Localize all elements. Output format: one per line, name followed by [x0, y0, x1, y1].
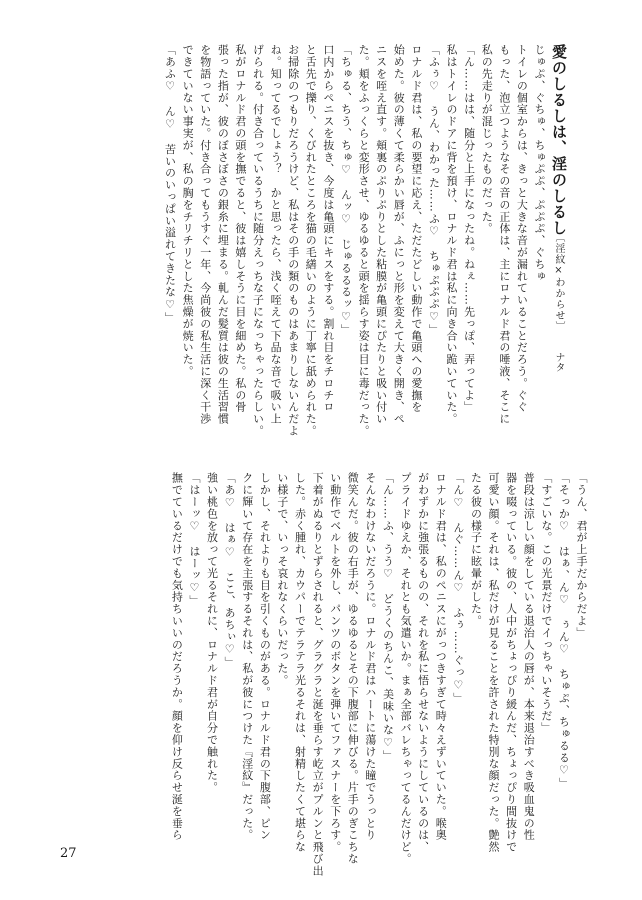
text-line: 「すごいな。この光景だけでイっちゃいそうだ」	[539, 472, 553, 734]
text-line: 私がロナルド君の頭を撫でると、彼は嬉しそうに目を細めた。私の骨	[233, 44, 247, 413]
text-line: 私はトイレのドアに背を預け、ロナルド君は私に向き合い跪いていた。	[445, 44, 459, 425]
text-line: 下着がぬるりとずらされると、グラグラと涎を垂らす屹立がプルンと飛び出	[311, 472, 325, 877]
text-line: 強い桃色を放って光るそれに、ロナルド君が自分で触れた。	[205, 472, 219, 794]
text-line: 「ん……ふ、うう♡ どうくのちんこ、美味いな♡」	[381, 472, 395, 762]
text-line: ロナルド君は、私のペニスにがっつきすぎて時々えずいていた。喉奥	[434, 472, 448, 841]
text-line: たる彼の様子に眩暈がした。	[469, 472, 483, 627]
text-line: お掃除のつもりだろうけど、私はその手の類のものはあまりしないんだよ	[286, 44, 300, 437]
page-number: 27	[60, 846, 77, 861]
text-line: 「はーッ♡ はーッ♡」	[187, 472, 201, 607]
text-line: トイレの個室からは、きっと大きな音が漏れていることだろう。ぐぐ	[515, 44, 529, 413]
text-line: 器を啜っている。彼の、人中がちょっぴり緩んだ、ちょっぴり間抜けで	[504, 472, 518, 853]
text-line: い様子で、いっそ哀れなくらいだった。	[275, 472, 289, 687]
text-line: を物語っていた。付き合ってもうすぐ一年、今尚彼の私生活に深く干渉	[198, 44, 212, 425]
text-line: 普段は涼しい顔をしている退治人の唇が、本来退治すべき吸血鬼の性	[522, 472, 536, 841]
text-line: ロナルド君は、私の要望に応え、ただたどしい動作で亀頭への愛撫を	[409, 44, 423, 413]
text-line: 「ふぅ♡ うん、わかった……ふ♡ ちゅぷぷぷ♡」	[427, 44, 441, 336]
text-line: た。頬をふっくらと変形させ、ゆるゆると頭を揺らす姿は目に毒だった。	[357, 44, 371, 437]
text-line: い動作でベルトを外し、パンツのボタンを弾いてファスナーを下ろす。	[328, 472, 342, 853]
text-line: じゅぷ、ぐちゅ、ちゅぷぷ、ぷぷぷ、ぐちゅ	[533, 44, 546, 282]
text-line: プライドゆえか、それとも気遣いか。まぁ全部バレちゃってるんだけど。	[399, 472, 413, 865]
text-line: 撫でているだけでも気持ちいいのだろうか。顔を仰け反らせ涎を垂ら	[170, 472, 184, 841]
text-line: 始めた。彼の薄くて柔らかい唇が、ふにっと形を変えて大きく開き、ペ	[392, 44, 406, 425]
text-line: 「ちゅる、ちう、ちゅ♡ んッ♡ じゅるるるッ♡」	[339, 44, 353, 336]
text-line: 口内からペニスを抜き、今度は亀頭にキスをする。割れ目をチロチロ	[321, 44, 335, 413]
text-line: クに輝いて存在を主張するそれは、私が彼につけた『淫紋』だった。	[240, 472, 254, 841]
text-line: がわずかに強張るものの、それを私に悟らせないようにしているのは、	[416, 472, 430, 853]
text-line: 可愛い顔。それは、私だけが見ることを許された特別な顔だった。艶然	[487, 472, 501, 853]
text-line: できていない事実が、私の胸をチリチリとした焦燥が焼いた。	[181, 44, 195, 378]
lower-text-block	[80, 472, 590, 880]
text-line: 「うん、君が上手だからだよ」	[575, 472, 588, 639]
text-line: した。赤く腫れ、カウパーでテラテラ光るそれは、射精したくて堪らな	[293, 472, 307, 853]
text-line: 私の先走りが混じったものだった。	[480, 44, 494, 235]
text-line: 「ん♡ んぐ……ん♡ ふぅ……ぐっ♡」	[451, 472, 465, 705]
text-line: ニスを咥え直す。頬裏のぷりぷりとした粘膜が亀頭にぴたりと吸い付い	[374, 44, 388, 425]
text-line: ね。知ってるでしょう？ かと思ったら、浅く咥えて下品な音で吸い上	[269, 44, 283, 425]
text-line: と舌先で擽り、くびれたところを猫の毛繕いのように丁寧に舐められた。	[304, 44, 318, 437]
text-line: 「そっか♡ はぁ、ん♡ ぅん♡ ちゅぷ、ちゅるる♡」	[557, 472, 571, 790]
text-line: げられる。付き合っているうちに随分えっちな子になっちゃったらしい。	[251, 44, 265, 437]
author-name: ナタ	[553, 352, 564, 372]
text-line: 「あ♡ はぁ♡ ここ、あちぃ♡」	[223, 472, 237, 669]
text-line: もった、泡立つようなその音の正体は、主にロナルド君の唾液、そこに	[497, 44, 511, 425]
upper-text-block	[70, 44, 548, 452]
text-line: 「あふ♡ ん♡ 苦いのいっぱい溢れてきたな♡」	[163, 44, 177, 324]
text-line: 「ん……はは、随分と上手になったね。ねぇ……先っぽ、弄ってよ」	[462, 44, 476, 413]
text-line: 張った指が、彼のぼさぼさの銀糸に埋まる。軋んだ髪質は彼の生活習慣	[216, 44, 230, 425]
text-line: そんなわけないだろうに。ロナルド君はハートに蕩けた瞳でうっとり	[363, 472, 377, 841]
story-title: 愛のしるしは、淫のしるし	[550, 44, 568, 236]
text-line: 微笑んだ。彼の右手が、ゆるゆるとその下腹部に伸びる。片手のぎこちな	[346, 472, 360, 865]
story-subtitle: 〔淫紋×わからせ〕	[553, 232, 564, 332]
text-line: しかし、それよりも目を引くものがある。ロナルド君の下腹部、ピン	[258, 472, 272, 841]
